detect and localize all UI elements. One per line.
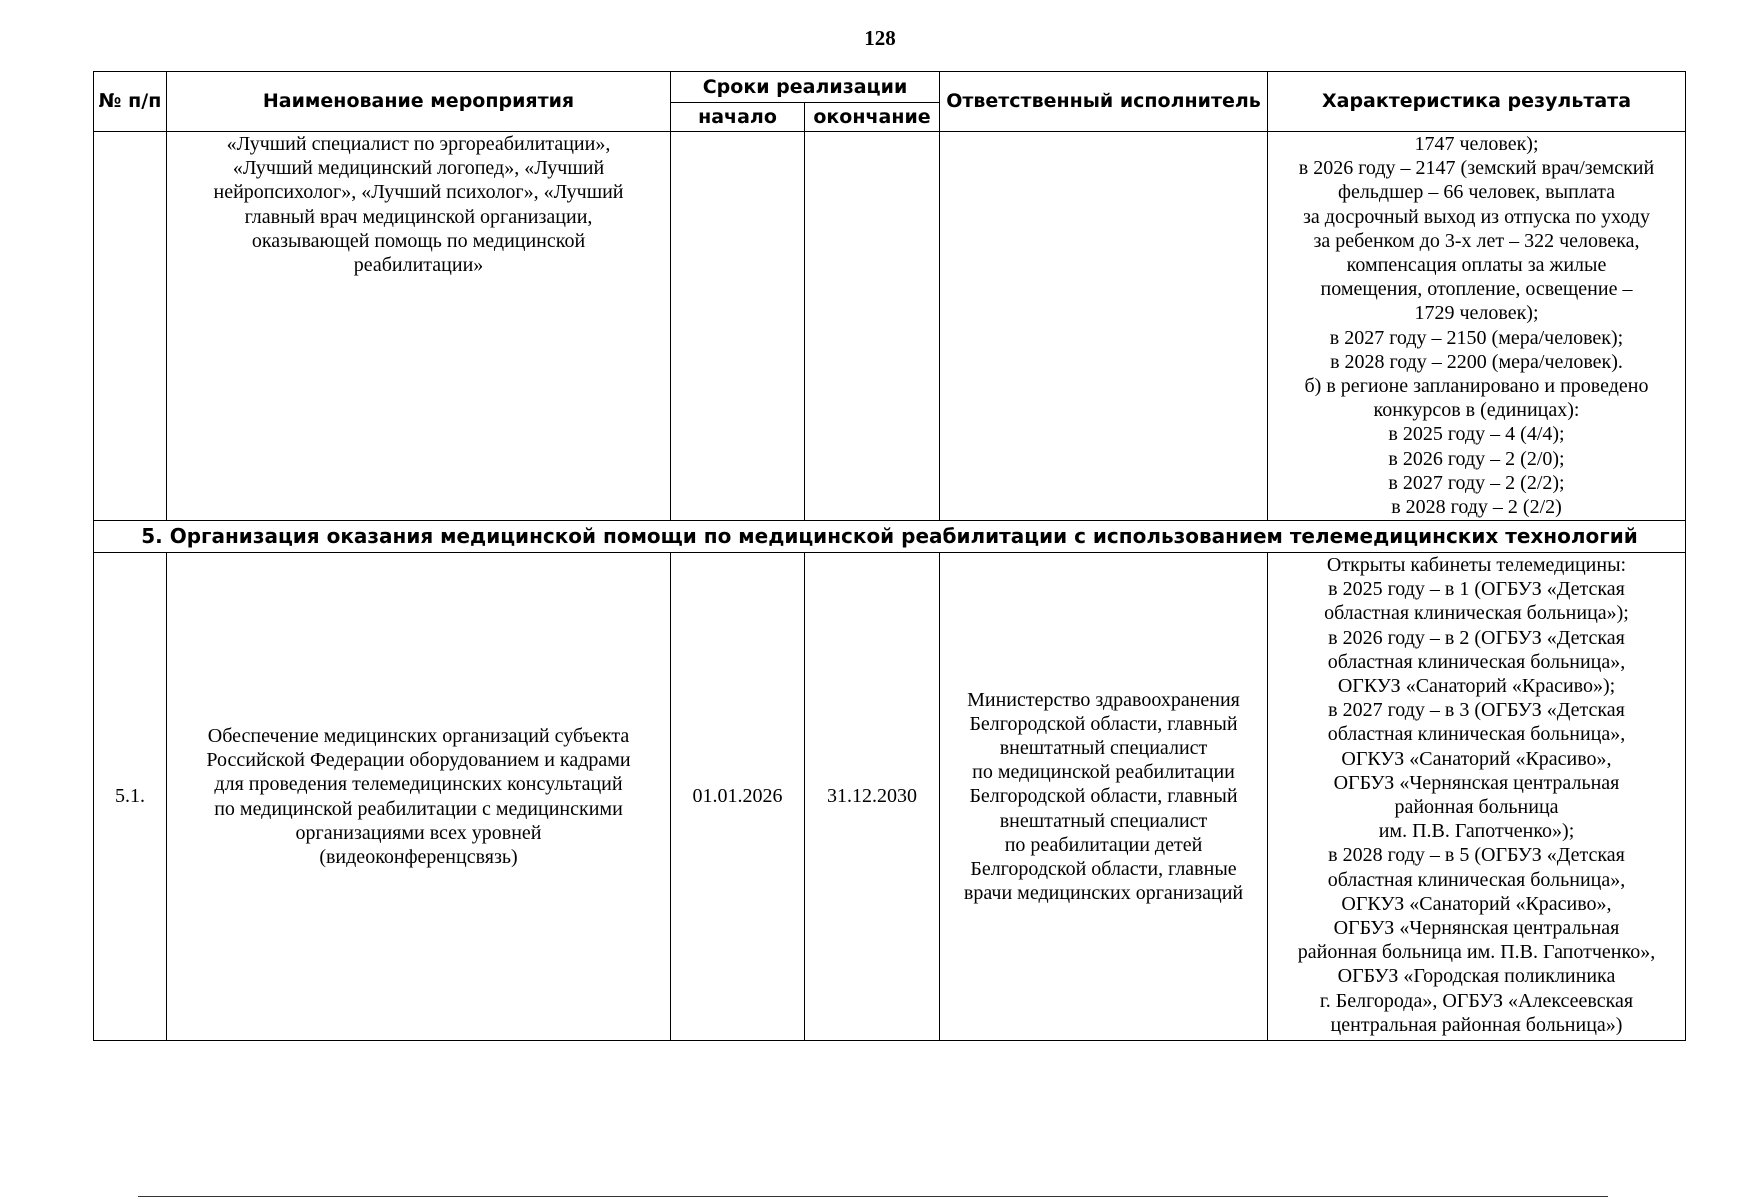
text-line: «Лучший медицинский логопед», «Лучший — [232, 157, 605, 180]
text-line: ОГКУЗ «Санаторий «Красиво»); — [1337, 675, 1616, 698]
text-line: реабилитации» — [353, 254, 484, 277]
text-line: ОГБУЗ «Чернянская центральная — [1333, 917, 1620, 940]
text-line: г. Белгорода», ОГБУЗ «Алексеевская — [1319, 989, 1634, 1012]
text-line: за досрочный выход из отпуска по уходу — [1303, 205, 1650, 228]
text-line: областная клиническая больница», — [1327, 723, 1626, 746]
footer-divider — [138, 1196, 1608, 1197]
header-name: Наименование мероприятия — [167, 72, 671, 132]
text-line: Белгородской области, главный — [969, 712, 1238, 735]
text-line: в 2028 году – в 5 (ОГБУЗ «Детская — [1328, 844, 1625, 867]
cell-num — [94, 132, 167, 521]
text-line: Белгородской области, главные — [970, 858, 1237, 880]
text-line: центральная районная больница») — [1330, 1013, 1623, 1036]
text-line: районная больница им. П.В. Гапотченко», — [1297, 941, 1656, 964]
cell-result — [1268, 132, 1686, 521]
cell-responsible — [940, 132, 1268, 521]
text-line: организациями всех уровней — [295, 821, 542, 844]
cell-start: 01.01.2026 — [671, 553, 805, 1041]
text-line: 1747 человек); — [1414, 133, 1539, 155]
text-line: областная клиническая больница», — [1327, 650, 1626, 673]
text-line: Обеспечение медицинских организаций субъекта — [207, 724, 630, 747]
text-line: в 2026 году – в 2 (ОГБУЗ «Детская — [1328, 626, 1625, 649]
text-line: в 2028 году – 2200 (мера/человек). — [1330, 350, 1623, 373]
text-line: в 2027 году – 2150 (мера/человек); — [1329, 326, 1624, 349]
text-line: в 2027 году – 2 (2/2); — [1388, 471, 1565, 494]
text-line: помещения, отопление, освещение – — [1320, 278, 1633, 301]
text-line: оказывающей помощь по медицинской — [251, 229, 586, 252]
table-header-row — [94, 72, 1686, 103]
text-line: конкурсов в (единицах): — [1373, 399, 1580, 422]
cell-num: 5.1. — [94, 553, 167, 1041]
header-responsible: Ответственный исполнитель — [940, 72, 1268, 132]
text-line: по медицинской реабилитации — [972, 761, 1235, 784]
table-row-5-1 — [94, 553, 1686, 1041]
text-line: ОГКУЗ «Санаторий «Красиво», — [1341, 892, 1612, 915]
text-line: внештатный специалист — [999, 809, 1208, 832]
cell-end — [805, 132, 940, 521]
text-line: ОГБУЗ «Чернянская центральная — [1333, 771, 1620, 794]
text-line: Министерство здравоохранения — [967, 688, 1240, 711]
table-row-continued — [94, 132, 1686, 521]
text-line: в 2027 году – в 3 (ОГБУЗ «Детская — [1328, 699, 1625, 722]
activity-table — [93, 71, 1686, 1041]
text-line: районная больница — [1394, 796, 1559, 819]
cell-name — [167, 132, 671, 521]
text-line: ОГКУЗ «Санаторий «Красиво», — [1341, 747, 1612, 770]
text-line: главный врач медицинской организации, — [244, 205, 593, 228]
text-line: компенсация оплаты за жилые — [1346, 254, 1607, 277]
text-line: в 2025 году – 4 (4/4); — [1388, 423, 1565, 446]
header-terms: Сроки реализации — [671, 72, 940, 103]
cell-name — [167, 553, 671, 1041]
text-line: 1729 человек); — [1414, 302, 1539, 325]
text-line: им. П.В. Гапотченко»); — [1378, 820, 1575, 843]
text-line: областная клиническая больница»); — [1324, 602, 1629, 625]
cell-start — [671, 132, 805, 521]
header-num: № п/п — [94, 72, 167, 132]
text-line: внештатный специалист — [999, 736, 1208, 759]
text-line: Российской Федерации оборудованием и кадрами — [206, 749, 631, 772]
text-line: б) в регионе запланировано и проведено — [1304, 375, 1649, 398]
text-line: «Лучший специалист по эргореабилитации», — [226, 133, 611, 155]
text-line: Открыты кабинеты телемедицины: — [1326, 554, 1627, 576]
text-line: в 2026 году – 2 (2/0); — [1388, 447, 1565, 470]
text-line: в 2025 году – в 1 (ОГБУЗ «Детская — [1328, 578, 1625, 601]
header-result: Характеристика результата — [1268, 72, 1686, 132]
text-line: по реабилитации детей — [1004, 833, 1203, 856]
cell-responsible — [940, 553, 1268, 1041]
text-line: для проведения телемедицинских консультаций — [214, 773, 623, 796]
text-line: по медицинской реабилитации с медицинскими — [214, 797, 623, 820]
section-row — [94, 521, 1686, 553]
text-line: областная клиническая больница», — [1327, 868, 1626, 891]
text-line: врачи медицинских организаций — [963, 882, 1244, 905]
page-number: 128 — [864, 26, 896, 50]
cell-result — [1268, 553, 1686, 1041]
header-start: начало — [671, 103, 805, 132]
header-end: окончание — [805, 103, 940, 132]
cell-end: 31.12.2030 — [805, 553, 940, 1041]
text-line: в 2028 году – 2 (2/2) — [1391, 496, 1562, 519]
text-line: фельдшер – 66 человек, выплата — [1337, 181, 1615, 204]
text-line: (видеоконференцсвязь) — [319, 845, 518, 868]
text-line: ОГБУЗ «Городская поликлиника — [1337, 965, 1616, 988]
section-title: 5. Организация оказания медицинской помощи по медицинской реабилитации с использованием телемедицинских технологий — [94, 521, 1686, 553]
text-line: за ребенком до 3-х лет – 322 человека, — [1313, 229, 1640, 252]
text-line: нейропсихолог», «Лучший психолог», «Лучший — [213, 181, 624, 204]
text-line: Белгородской области, главный — [969, 785, 1238, 808]
text-line: в 2026 году – 2147 (земский врач/земский — [1298, 157, 1655, 180]
